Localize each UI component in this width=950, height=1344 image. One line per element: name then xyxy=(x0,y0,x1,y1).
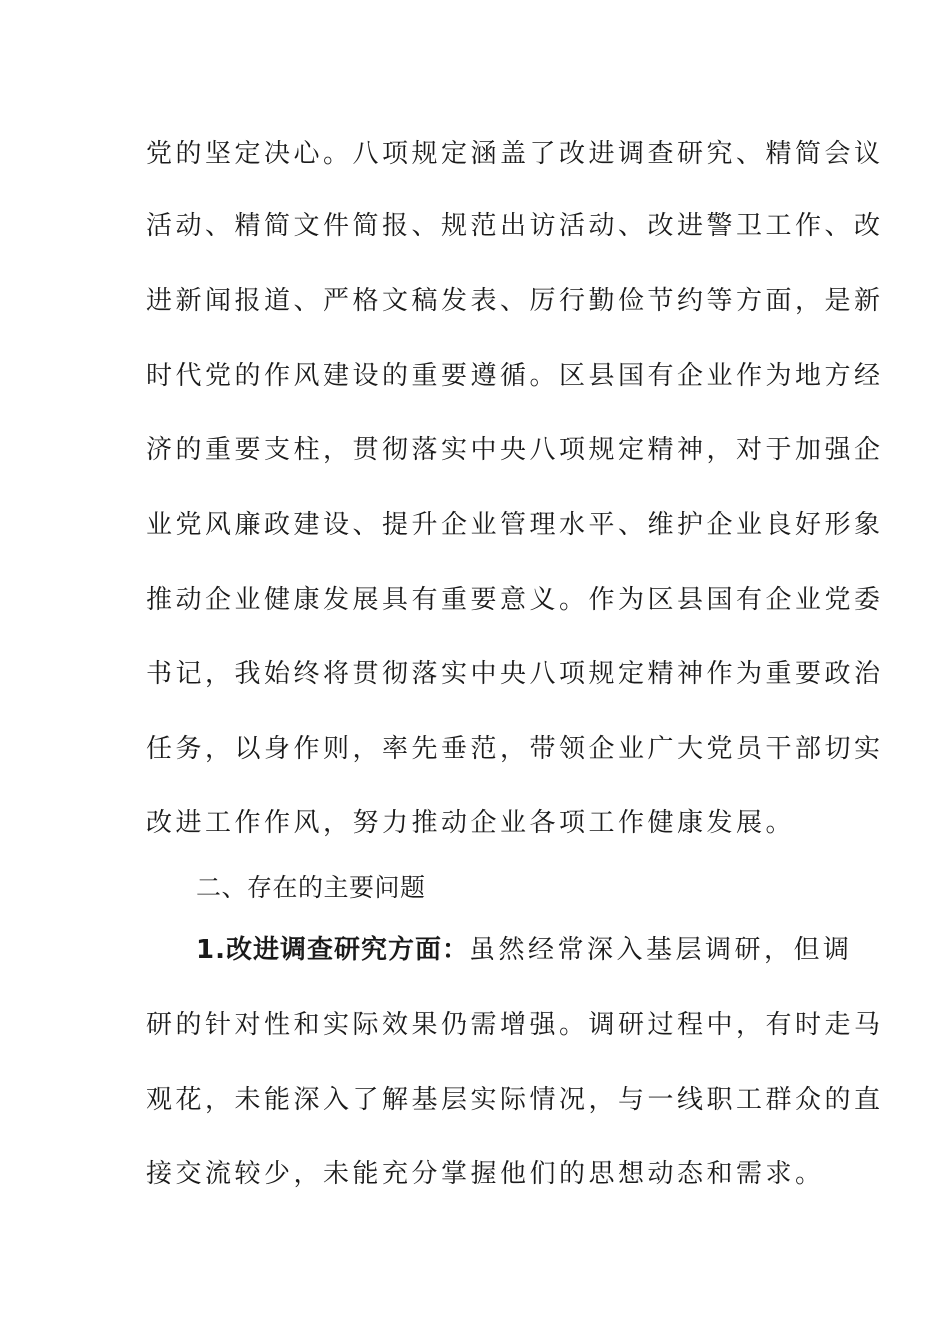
item1-lead: 1.改进调查研究方面： xyxy=(196,935,469,965)
item1-first-line-text: 虽然经常深入基层调研，但调 xyxy=(468,935,853,965)
paragraph-line: 观花，未能深入了解基层实际情况，与一线职工群众的直 xyxy=(146,1085,884,1115)
paragraph-line: 进新闻报道、严格文稿发表、厉行勤俭节约等方面，是新 xyxy=(146,286,884,316)
paragraph-line: 接交流较少，未能充分掌握他们的思想动态和需求。 xyxy=(146,1159,825,1189)
paragraph-line: 活动、精简文件简报、规范出访活动、改进警卫工作、改 xyxy=(146,211,884,241)
section-heading: 二、存在的主要问题 xyxy=(196,873,426,902)
paragraph-line: 推动企业健康发展具有重要意义。作为区县国有企业党委 xyxy=(146,585,884,615)
paragraph-line: 业党风廉政建设、提升企业管理水平、维护企业良好形象 xyxy=(146,510,884,540)
paragraph-line: 改进工作作风，努力推动企业各项工作健康发展。 xyxy=(146,808,796,838)
item1-first-line xyxy=(196,933,853,967)
paragraph-line: 党的坚定决心。八项规定涵盖了改进调查研究、精简会议 xyxy=(146,139,884,169)
paragraph-line: 济的重要支柱，贯彻落实中央八项规定精神，对于加强企 xyxy=(146,435,884,465)
paragraph-line: 任务，以身作则，率先垂范，带领企业广大党员干部切实 xyxy=(146,734,884,764)
paragraph-line: 研的针对性和实际效果仍需增强。调研过程中，有时走马 xyxy=(146,1010,884,1040)
paragraph-line: 时代党的作风建设的重要遵循。区县国有企业作为地方经 xyxy=(146,361,884,391)
paragraph-line: 书记，我始终将贯彻落实中央八项规定精神作为重要政治 xyxy=(146,659,884,689)
